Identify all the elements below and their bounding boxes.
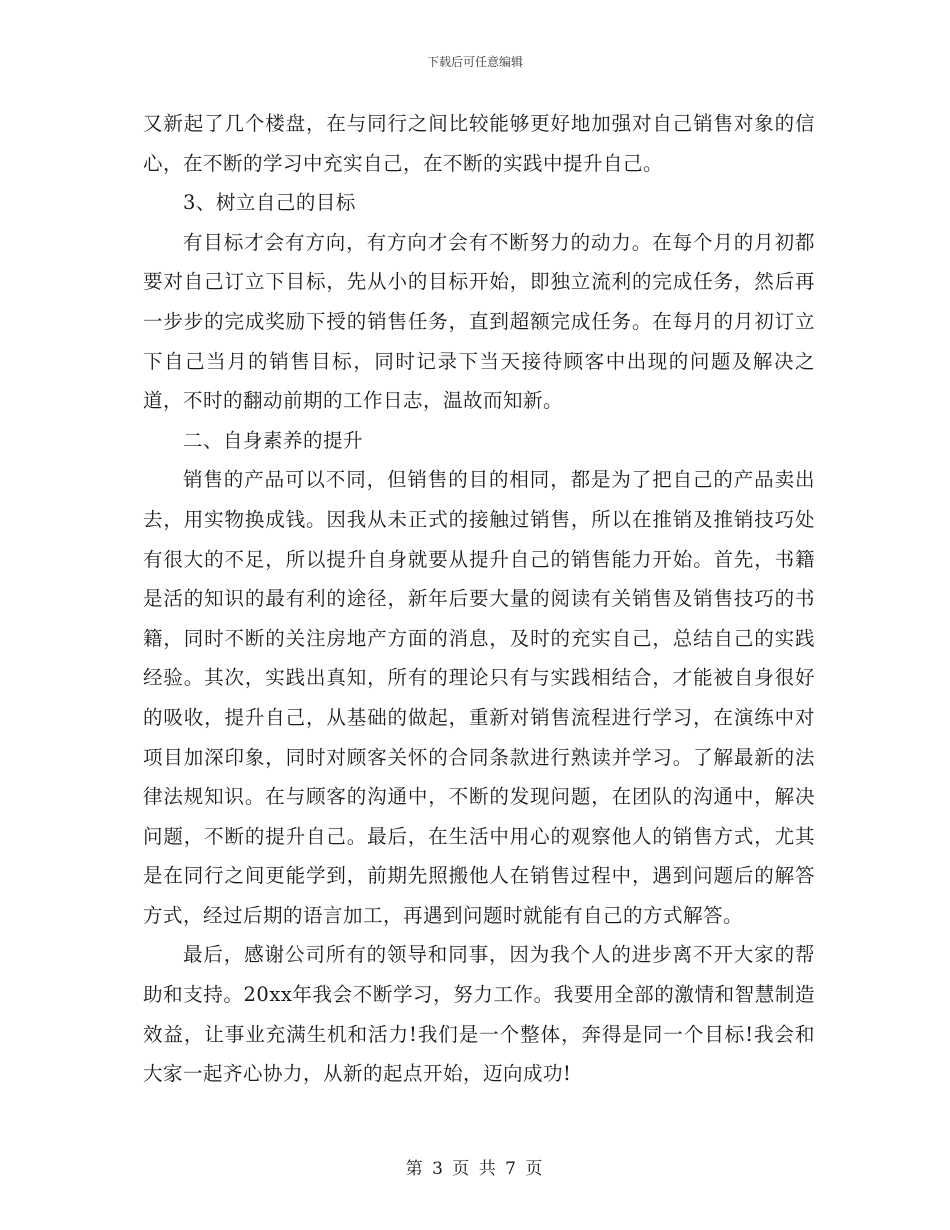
paragraph-self-improvement: 销售的产品可以不同，但销售的目的相同，都是为了把自己的产品卖出去，用实物换成钱。因我从未正式的接触过销售，所以在推销及推销技巧处有很大的不足，所以提升自身就要从提升自己的销售能力开始。首先，书籍是活的知识的最有利的途径，新年后要大量的阅读有关销售及销售技巧的书籍，同时不断的关注房地产方面的消息，及时的充实自己，总结自己的实践经验。其次，实践出真知，所有的理论只有与实践相结合，才能被自身很好的吸收，提升自己，从基础的做起，重新对销售流程进行学习，在演练中对项目加深印象，同时对顾客关怀的合同条款进行熟读并学习。了解最新的法律法规知识。在与顾客的沟通中，不断的发现问题，在团队的沟通中，解决问题，不断的提升自己。最后，在生活中用心的观察他人的销售方式，尤其是在同行之间更能学到，前期先照搬他人在销售过程中，遇到问题后的解答方式，经过后期的语言加工，再遇到问题时就能有自己的方式解答。: [143, 468, 815, 927]
page-number-footer: 第 3 页 共 7 页: [405, 1159, 545, 1179]
section-heading-goals: 3、树立自己的目标: [183, 191, 356, 215]
paragraph-continuation: 又新起了几个楼盘，在与同行之间比较能够更好地加强对自己销售对象的信心，在不断的学习中充实自己，在不断的实践中提升自己。: [143, 112, 815, 175]
document-body: [143, 104, 815, 1094]
paragraph-goals: 有目标才会有方向，有方向才会有不断努力的动力。在每个月的月初都要对自己订立下目标，先从小的目标开始，即独立流利的完成任务，然后再一步步的完成奖励下授的销售任务，直到超额完成任务。在每月的月初订立下自己当月的销售目标，同时记录下当天接待顾客中出现的问题及解决之道，不时的翻动前期的工作日志，温故而知新。: [143, 230, 815, 413]
page-header-note: 下载后可任意编辑: [426, 55, 523, 69]
section-heading-self-improvement: 二、自身素养的提升: [183, 428, 364, 452]
paragraph-closing: 最后，感谢公司所有的领导和同事，因为我个人的进步离不开大家的帮助和支持。20xx年我会不断学习，努力工作。我要用全部的激情和智慧制造效益，让事业充满生机和活力!我们是一个整体，奔得是同一个目标!我会和大家一起齐心协力，从新的起点开始，迈向成功!: [143, 943, 815, 1086]
